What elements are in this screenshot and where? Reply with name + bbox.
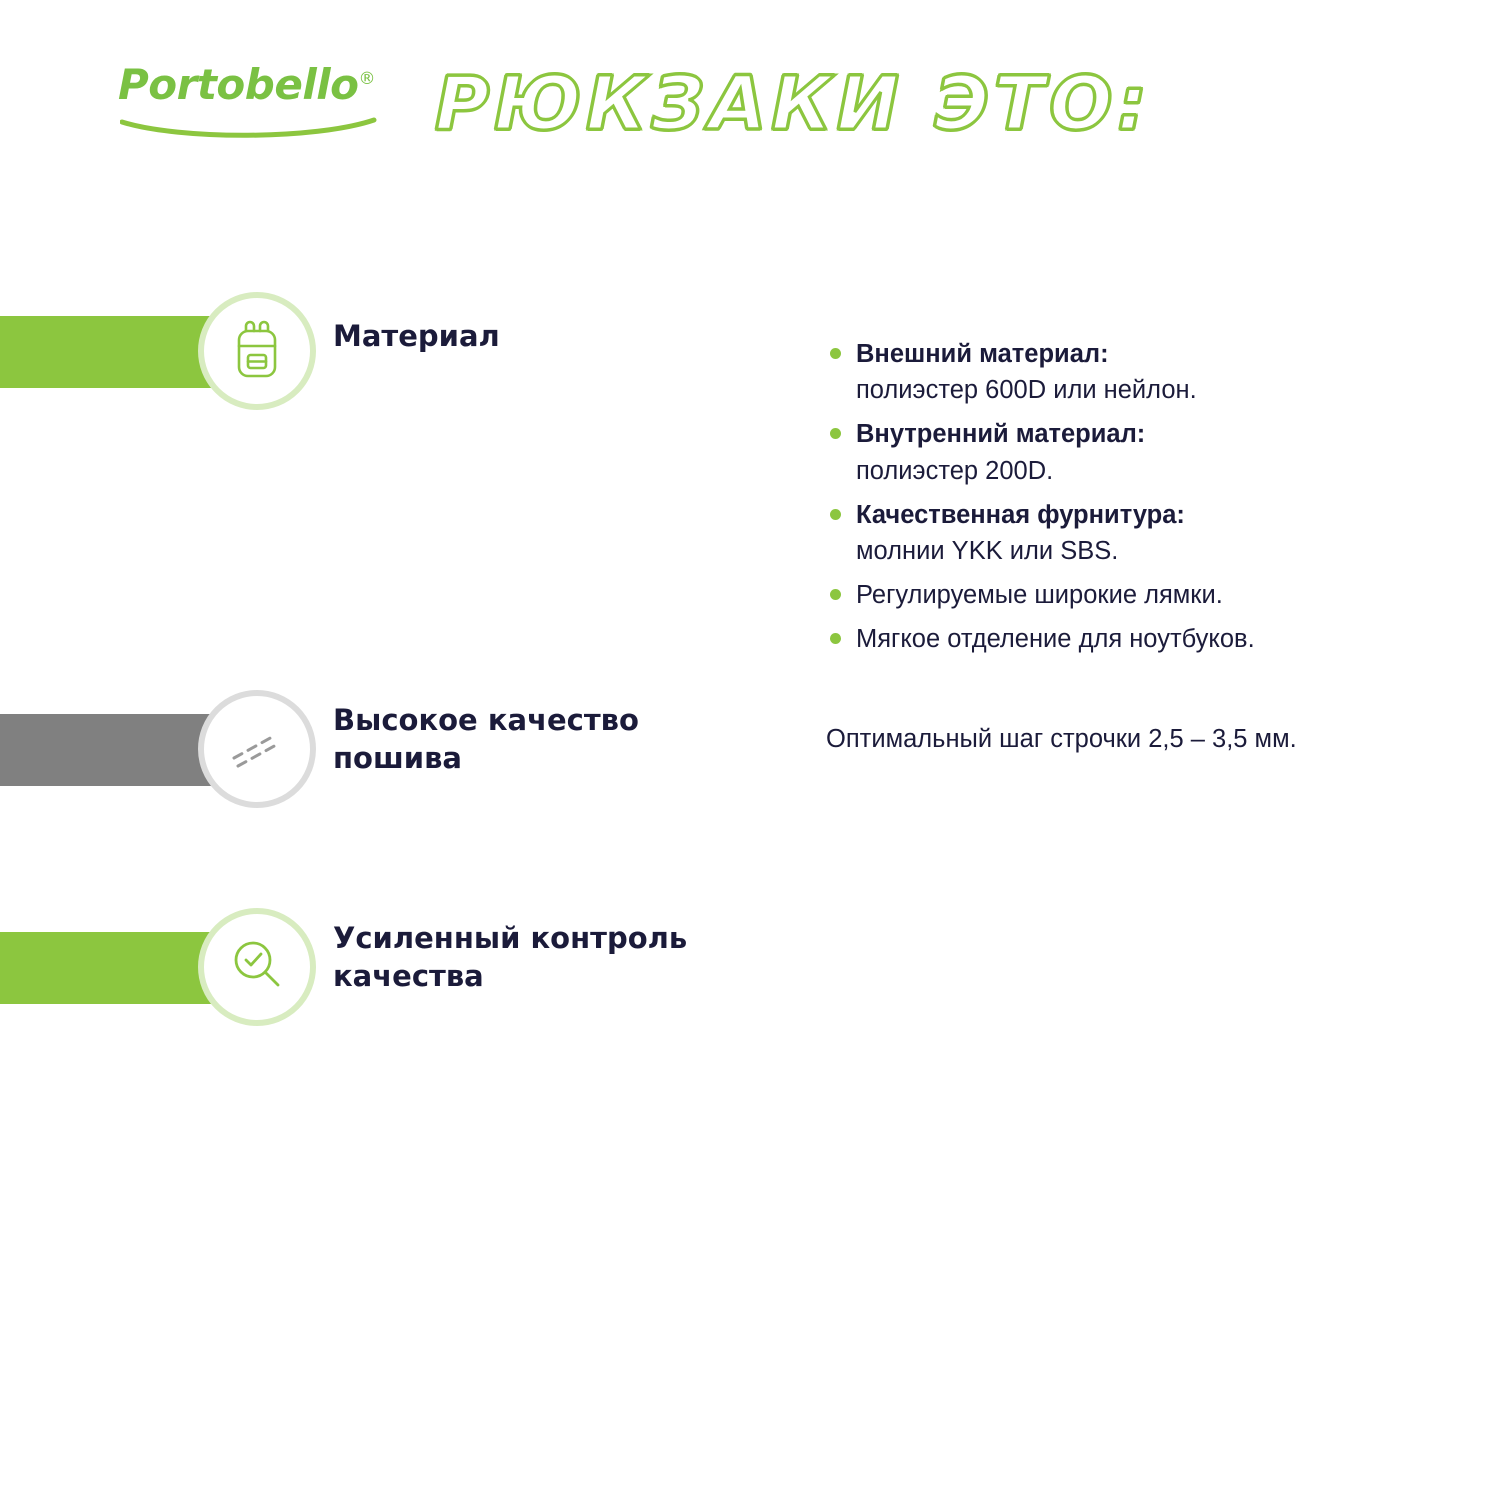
feature-title: Усиленный контроль качества [333,921,688,993]
feature-icon-badge [198,292,316,410]
list-item [826,336,1446,408]
page-title: РЮКЗАКИ ЭТО: [435,61,1152,147]
bullet-text: полиэстер 200D. [856,456,1054,485]
bullet-strong: Внешний материал: [856,340,1109,368]
backpack-icon [204,298,310,404]
bullet-text: полиэстер 600D или нейлон. [856,376,1197,405]
bullet-strong: Качественная фурнитура: [856,500,1185,529]
feature-title: Материал [333,319,500,353]
list-item [826,577,1446,613]
feature-icon-badge [198,690,316,808]
bullet-text: Мягкое отделение для ноутбуков. [856,625,1255,654]
list-item [826,416,1446,488]
material-bullet-list [826,336,1446,666]
stitching-icon [204,696,310,802]
list-item [826,621,1446,657]
bullet-text: Регулируемые широкие лямки. [856,581,1223,610]
bullet-text: молнии YKK или SBS. [856,537,1119,566]
list-item [826,497,1446,569]
registered-mark: ® [358,69,375,89]
magnifier-check-icon [204,914,310,1020]
brand-swoosh-icon [120,116,378,142]
bullet-strong: Внутренний материал: [856,420,1146,449]
sewing-note: Оптимальный шаг строчки 2,5 – 3,5 мм. [826,725,1297,753]
feature-title: Высокое качество пошива [333,703,639,775]
brand-logo [118,60,388,144]
feature-icon-badge [198,908,316,1026]
page-header [0,52,1500,162]
brand-wordmark [118,60,388,109]
brand-name-text: Portobello [118,60,359,109]
